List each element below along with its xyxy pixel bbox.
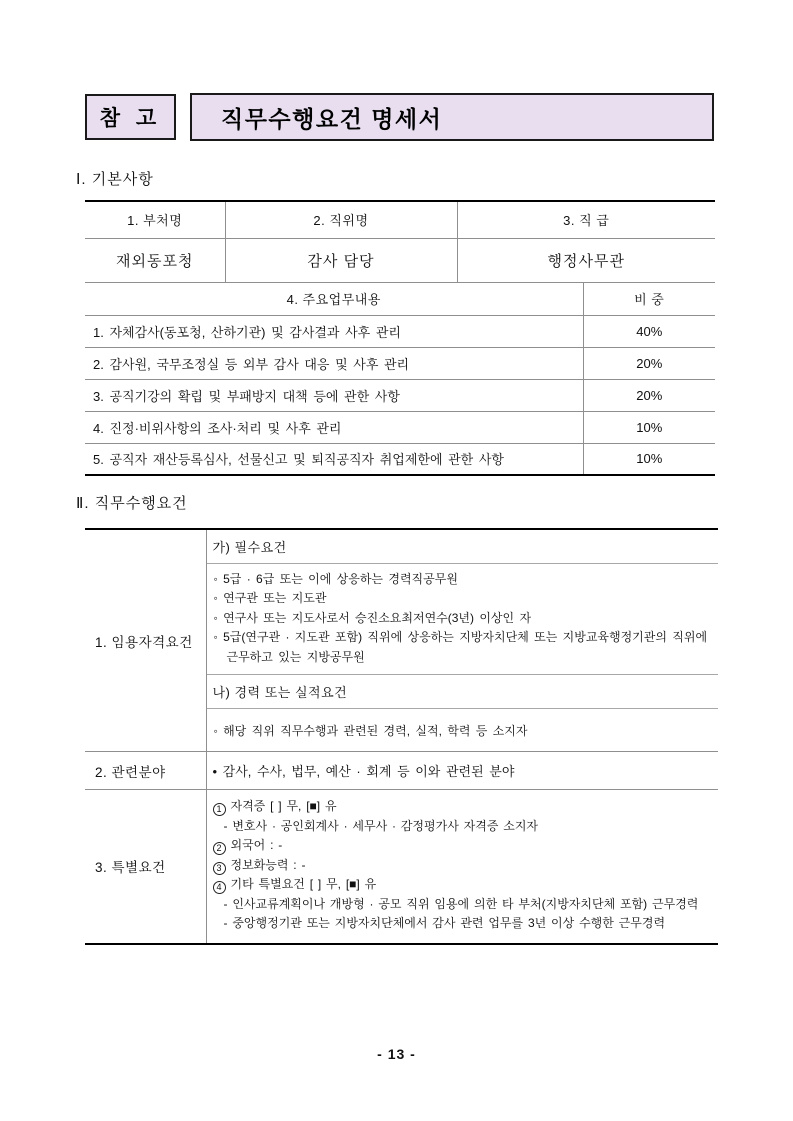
special-requirement-line [213,856,715,876]
required-condition-item: ◦ 연구관 또는 지도관 [213,591,327,605]
related-field-content-cell: • 감사, 수사, 법무, 예산 · 회계 등 이와 관련된 분야 [206,752,718,790]
special-requirement-text: - 인사교류계획이나 개방형 · 공모 직위 임용에 의한 타 부처(지방자치단체 포함) 근무경력 [223,896,699,911]
position-header-cell: 2. 직위명 [225,201,457,238]
duty-weight-cell: 20% [583,347,715,379]
basic-info-table [85,200,715,476]
required-condition-item: ◦ 5급 · 6급 또는 이에 상응하는 경력직공무원 [213,571,458,586]
grade-value-cell: 행정사무관 [457,238,715,282]
required-condition-item: ◦ 연구사 또는 지도사로서 승진소요최저연수(3년) 이상인 자 [213,610,532,625]
info-header-row [85,201,715,238]
special-requirement-text: 외국어 : - [230,838,283,852]
circled-number-icon: 4 [213,881,226,894]
page-number: - 13 - [377,1046,416,1062]
special-requirement-line [213,895,715,915]
special-requirement-text: - 변호사 · 공인회계사 · 세무사 · 감정평가사 자격증 소지자 [223,818,539,833]
special-requirements-content-cell [206,790,718,944]
section1-heading: Ⅰ. 기본사항 [76,171,154,188]
circled-number-icon: 1 [213,803,226,816]
duty-task-cell: 3. 공직기강의 확립 및 부패방지 대책 등에 관한 사항 [85,379,583,411]
special-requirements-label-cell: 3. 특별요건 [85,790,206,944]
duty-task-cell: 1. 자체감사(동포청, 산하기관) 및 감사결과 사후 관리 [85,315,583,347]
duty-row [85,411,715,443]
position-value-cell: 감사 담당 [225,238,457,282]
duty-row [85,315,715,347]
reference-badge: 참 고 [85,94,176,140]
special-requirement-line [213,817,715,837]
section2-heading: Ⅱ. 직무수행요건 [76,495,188,512]
duty-weight-cell: 20% [583,379,715,411]
qualification-label-cell: 1. 임용자격요건 [85,529,206,752]
duties-task-header-cell: 4. 주요업무내용 [85,282,583,315]
duty-weight-cell: 40% [583,315,715,347]
special-requirement-line [213,875,715,895]
required-condition-item: ◦ 5급(연구관 · 지도관 포함) 직위에 상응하는 지방자치단체 또는 지방교육행정기관의 직위에 근무하고 있는 지방공무원 [213,630,708,664]
ministry-header-cell: 1. 부처명 [85,201,225,238]
duties-header-row [85,282,715,315]
document-header [85,93,714,141]
career-condition-item-cell: ◦ 해당 직위 직무수행과 관련된 경력, 실적, 학력 등 소지자 [206,709,718,752]
related-field-row [85,752,718,790]
duty-row [85,347,715,379]
required-conditions-title-cell: 가) 필수요건 [206,529,718,563]
special-requirement-line [213,836,715,856]
info-value-row [85,238,715,282]
duty-row [85,443,715,475]
circled-number-icon: 2 [213,842,226,855]
special-requirement-line [213,914,715,934]
required-conditions-list-cell [206,563,718,675]
requirements-table [85,528,718,945]
special-requirement-text: 자격증 [ ] 무, [■] 유 [230,799,337,813]
special-requirement-text: - 중앙행정기관 또는 지방자치단체에서 감사 관련 업무를 3년 이상 수행한 근무경력 [223,916,666,930]
duty-task-cell: 5. 공직자 재산등록심사, 선물신고 및 퇴직공직자 취업제한에 관한 사항 [85,443,583,475]
special-requirement-text: 정보화능력 : - [230,857,306,872]
special-requirements-row [85,790,718,944]
duty-task-cell: 4. 진정·비위사항의 조사·처리 및 사후 관리 [85,411,583,443]
duty-task-cell: 2. 감사원, 국무조정실 등 외부 감사 대응 및 사후 관리 [85,347,583,379]
qualification-part-a-title-row [85,529,718,563]
duty-weight-cell: 10% [583,411,715,443]
circled-number-icon: 3 [213,862,226,875]
duties-weight-header-cell: 비 중 [583,282,715,315]
document-title: 직무수행요건 명세서 [190,93,714,141]
career-conditions-title-cell: 나) 경력 또는 실적요건 [206,675,718,709]
ministry-value-cell: 재외동포청 [85,238,225,282]
related-field-label-cell: 2. 관련분야 [85,752,206,790]
duty-weight-cell: 10% [583,443,715,475]
special-requirement-line [213,797,715,817]
grade-header-cell: 3. 직 급 [457,201,715,238]
duty-row [85,379,715,411]
special-requirement-text: 기타 특별요건 [ ] 무, [■] 유 [230,877,377,891]
